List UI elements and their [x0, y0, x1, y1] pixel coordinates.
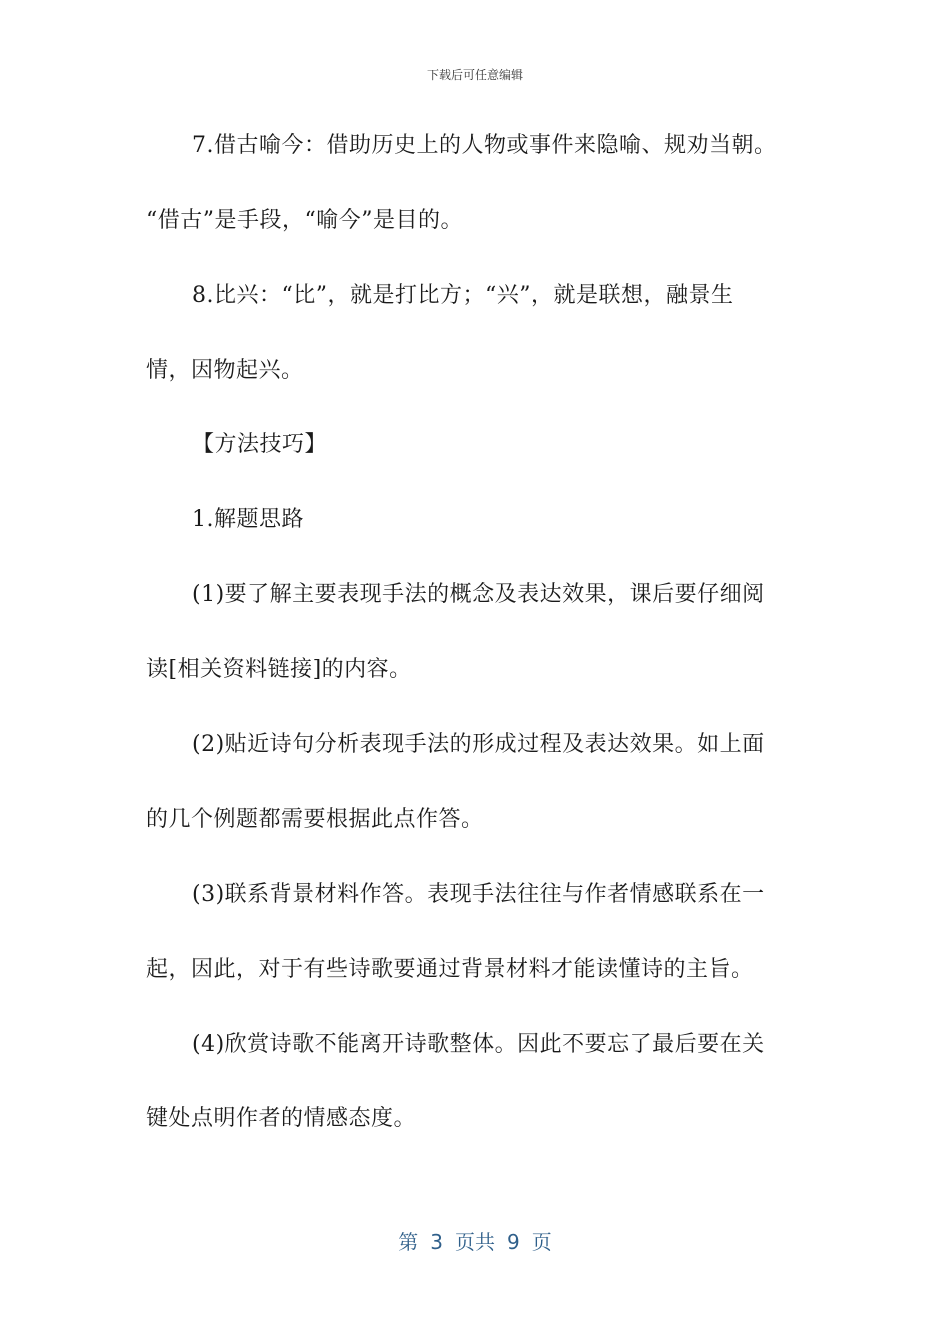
- paragraph-line: (2)贴近诗句分析表现手法的形成过程及表达效果。如上面: [192, 732, 765, 757]
- paragraph-line: (3)联系背景材料作答。表现手法往往与作者情感联系在一: [192, 882, 765, 907]
- current-page-number: 3: [430, 1230, 443, 1254]
- page-number-footer: [0, 1226, 950, 1255]
- header-note: 下载后可任意编辑: [426, 68, 523, 82]
- paragraph-line: 情，因物起兴。: [146, 358, 304, 383]
- section-heading: 【方法技巧】: [192, 432, 328, 457]
- total-pages-number: 9: [507, 1230, 520, 1254]
- paragraph-line: 键处点明作者的情感态度。: [146, 1106, 417, 1131]
- paragraph-line: (1)要了解主要表现手法的概念及表达效果，课后要仔细阅: [192, 582, 765, 607]
- subheading: 1.解题思路: [192, 507, 304, 532]
- paragraph-line: 7.借古喻今：借助历史上的人物或事件来隐喻、规劝当朝。: [192, 133, 777, 158]
- paragraph-line: “借古”是手段，“喻今”是目的。: [146, 208, 463, 233]
- paragraph-line: 起，因此，对于有些诗歌要通过背景材料才能读懂诗的主旨。: [146, 957, 754, 982]
- paragraph-line: 8.比兴：“比”，就是打比方；“兴”，就是联想，融景生: [192, 283, 734, 308]
- paragraph-line: 读[相关资料链接]的内容。: [146, 657, 412, 682]
- page-label-prefix: 第: [398, 1230, 419, 1254]
- paragraph-line: 的几个例题都需要根据此点作答。: [146, 807, 484, 832]
- page-label-mid: 页共: [455, 1230, 495, 1254]
- paragraph-line: (4)欣赏诗歌不能离开诗歌整体。因此不要忘了最后要在关: [192, 1032, 765, 1057]
- page-label-suffix: 页: [531, 1230, 552, 1254]
